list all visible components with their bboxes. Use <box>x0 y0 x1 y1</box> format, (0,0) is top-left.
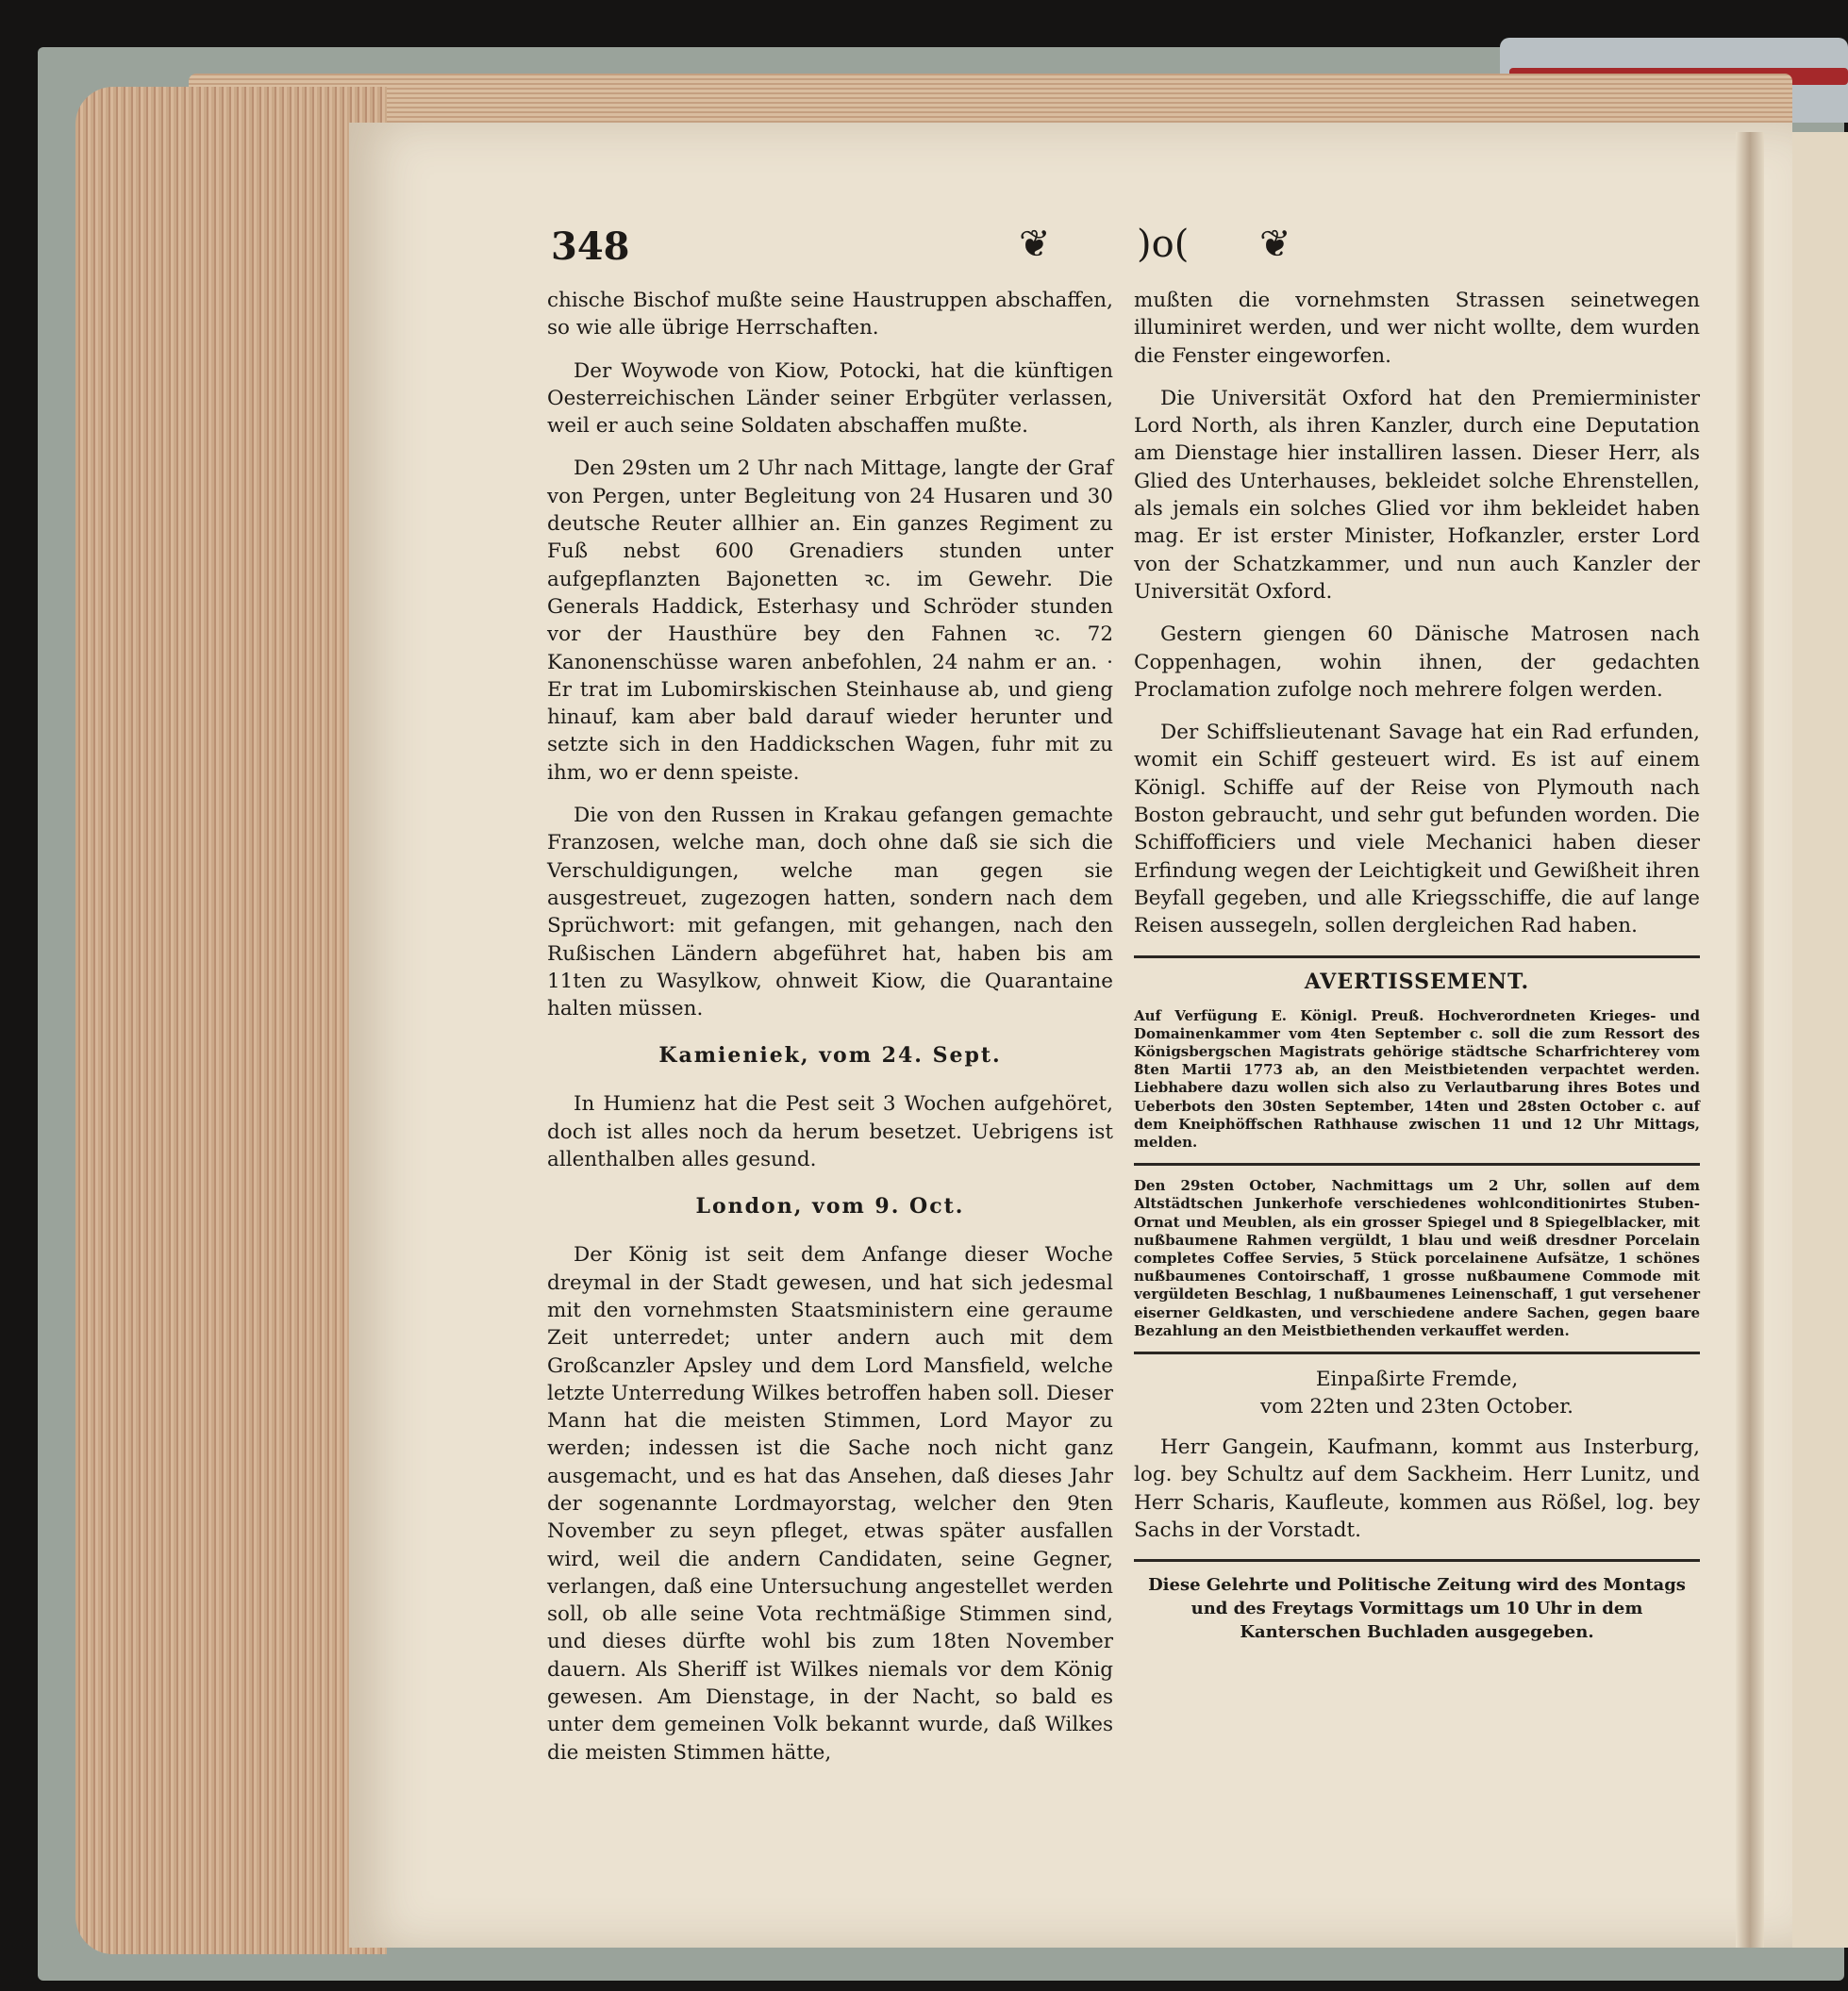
paragraph: Der Schiffslieutenant Savage hat ein Rad erfunden, womit ein Schiff gesteuert wird. Es ist auf einem Königl. Schiffe auf der Reise von Plymouth nach Boston gebraucht, und sehr gut befunden worden. Die Schiffofficiers und viele Mechanici haben dieser Erfindung wegen der Leichtigkeit und Gewißheit ihren Beyfall gegeben, und alle Kriegsschiffe, die auf lange Reisen aussegeln, sollen dergleichen Rad haben. <box>1134 721 1700 938</box>
visitors-title-line1: Einpaßirte Fremde, <box>1315 1367 1519 1391</box>
ornament-right-icon: ❦ <box>1259 223 1291 266</box>
paragraph: Der Woywode von Kiow, Potocki, hat die künftigen Oesterreichischen Länder seiner Erbgüter verlassen, weil er auch seine Soldaten abschaffen mußte. <box>547 358 1113 439</box>
paragraph: Der König ist seit dem Anfange dieser Woche dreymal in der Stadt gewesen, und hat sich jedesmal mit den vornehmsten Staatsministern eine geraume Zeit unterredet; unter andern auch mit dem Großcanzler Apsley und dem Lord Mansfield, welche letzte Unterredung Wilkes betroffen haben soll. Dieser Mann hat die meisten Stimmen, Lord Mayor zu werden; indessen ist die Sache noch nicht ganz ausgemacht, und es hat das Ansehen, daß dieses Jahr der sogenannte Lordmayorstag, welcher den 9ten November zu seyn pfleget, etwas später ausfallen wird, weil die andern Candidaten, seine Gegner, verlangen, daß eine Untersuchung angestellet werden soll, ob alle seine Vota rechtmäßige Stimmen sind, und dieses dürfte wohl bis zum 18ten November dauern. Als Sheriff ist Wilkes niemals vor dem König gewesen. Am Dienstage, in der Nacht, so bald es unter dem gemeinen Volk bekannt wurde, daß Wilkes die meisten Stimmen hätte, <box>547 1243 1113 1765</box>
visitors-title <box>1134 1366 1700 1420</box>
visitors-title-line2: vom 22ten und 23ten October. <box>1260 1394 1573 1419</box>
paragraph: In Humienz hat die Pest seit 3 Wochen aufgehöret, doch ist alles noch da herum besetzet. Uebrigens ist allenthalben alles gesund. <box>547 1092 1113 1172</box>
paragraph: chische Bischof mußte seine Haustruppen abschaffen, so wie alle übrige Herrschaften. <box>547 289 1113 340</box>
visitors-text: Herr Gangein, Kaufmann, kommt aus Insterburg, log. bey Schultz auf dem Sackheim. Herr Lunitz, und Herr Scharis, Kaufleute, kommen aus Rößel, log. bey Sachs in der Vorstadt. <box>1134 1435 1700 1542</box>
left-column <box>547 287 1113 1782</box>
paragraph: Gestern giengen 60 Dänische Matrosen nach Coppenhagen, wohin ihnen, der gedachten Proclamation zufolge noch mehrere folgen werden. <box>1134 622 1700 702</box>
paragraph: mußten die vornehmsten Strassen seinetwegen illuminiret werden, und wer nicht wollte, dem wurden die Fenster eingeworfen. <box>1134 289 1700 368</box>
paragraph: Die Universität Oxford hat den Premierminister Lord North, als ihren Kanzler, durch eine Deputation am Dienstage hier installiren lassen. Dieser Herr, als Glied des Unterhauses, bekleidet solche Ehrenstellen, als jemals ein solches Glied vor ihm bekleidet haben mag. Er ist erster Minister, Hofkanzler, erster Lord von der Schatzkammer, und nun auch Kanzler der Universität Oxford. <box>1134 386 1700 604</box>
publication-notice-text: Diese Gelehrte und Politische Zeitung wird des Montags und des Freytags Vormittags um 10 Uhr in dem Kanterschen Buchladen ausgegeben. <box>1148 1575 1686 1643</box>
divider <box>1134 1163 1700 1166</box>
publication-notice <box>1134 1573 1700 1644</box>
page-gutter <box>1736 132 1764 1948</box>
divider <box>1134 955 1700 958</box>
paragraph: Den 29sten um 2 Uhr nach Mittage, langte der Graf von Pergen, unter Begleitung von 24 Husaren und 30 deutsche Reuter allhier an. Ein ganzes Regiment zu Fuß nebst 600 Grenadiers stunden unter aufgepflanzten Bajonetten ꝛc. im Gewehr. Die Generals Haddick, Esterhasy und Schröder stunden vor der Hausthüre bey den Fahnen ꝛc. 72 Kanonenschüsse waren anbefohlen, 24 nahm er an. · Er trat im Lubomirskischen Steinhause ab, und gieng hinauf, kam aber bald darauf wieder herunter und setzte sich in den Haddickschen Wagen, fuhr mit zu ihm, wo er denn speiste. <box>547 456 1113 785</box>
advertisement-text: Auf Verfügung E. Königl. Preuß. Hochverordneten Krieges- und Domainenkammer vom 4ten September c. soll die zum Ressort des Königsbergschen Magistrats gehörige städtsche Scharfrichterey vom 8ten Martii 1773 ab, an den Meistbietenden verpachtet werden. Liebhabere dazu wollen sich also zu Verlautbarung ihres Botes und Ueberbots den 30sten September, 14ten und 28sten October c. auf dem Kneiphöffschen Rathhause zwischen 11 und 12 Uhr Mittags, melden. <box>1134 1006 1700 1151</box>
page-number: 348 <box>551 224 630 269</box>
ornament-left-icon: ❦ <box>1019 223 1051 266</box>
right-column <box>1134 287 1700 1659</box>
paragraph: Die von den Russen in Krakau gefangen gemachte Franzosen, welche man, doch ohne daß sie sich die Verschuldigungen, welche man gegen sie ausgestreuet, zugezogen hatten, sondern nach dem Sprüchwort: mit gefangen, mit gehangen, nach den Rußischen Ländern abgeführet hat, haben bis am 11ten zu Wasylkow, ohnweit Kiow, die Quarantaine halten müssen. <box>547 804 1113 1021</box>
divider <box>1134 1352 1700 1354</box>
section-heading: London, vom 9. Oct. <box>695 1194 965 1219</box>
auction-text: Den 29sten October, Nachmittags um 2 Uhr, sollen auf dem Altstädtschen Junkerhofe verschiedenes wohlconditionirtes Stuben-Ornat und Meublen, als ein grosser Spiegel und 8 Spiegelblacker, mit nußbaumene Rahmen vergüldt, 1 blau und weiß dresdner Porcelain completes Coffee Servies, 5 Stück porcelainene Aufsätze, 1 schönes nußbaumenes Contoirschaff, 1 grosse nußbaumene Commode mit vergüldeten Beschlag, 1 nußbaumenes Leinenschaff, 1 gut versehener eiserner Geldkasten, und verschiedene andere Sachen, gegen baare Bezahlung an den Meistbiethenden verkauffet werden. <box>1134 1177 1700 1339</box>
section-heading: Kamieniek, vom 24. Sept. <box>658 1043 1002 1069</box>
auction-block <box>1134 1177 1700 1340</box>
advertisement-title: AVERTISSEMENT. <box>1304 969 1530 994</box>
page-edges-side <box>75 87 387 1954</box>
advertisement-block <box>1134 1007 1700 1153</box>
divider <box>1134 1559 1700 1562</box>
ornament-middle-icon: )o( <box>1137 223 1190 266</box>
